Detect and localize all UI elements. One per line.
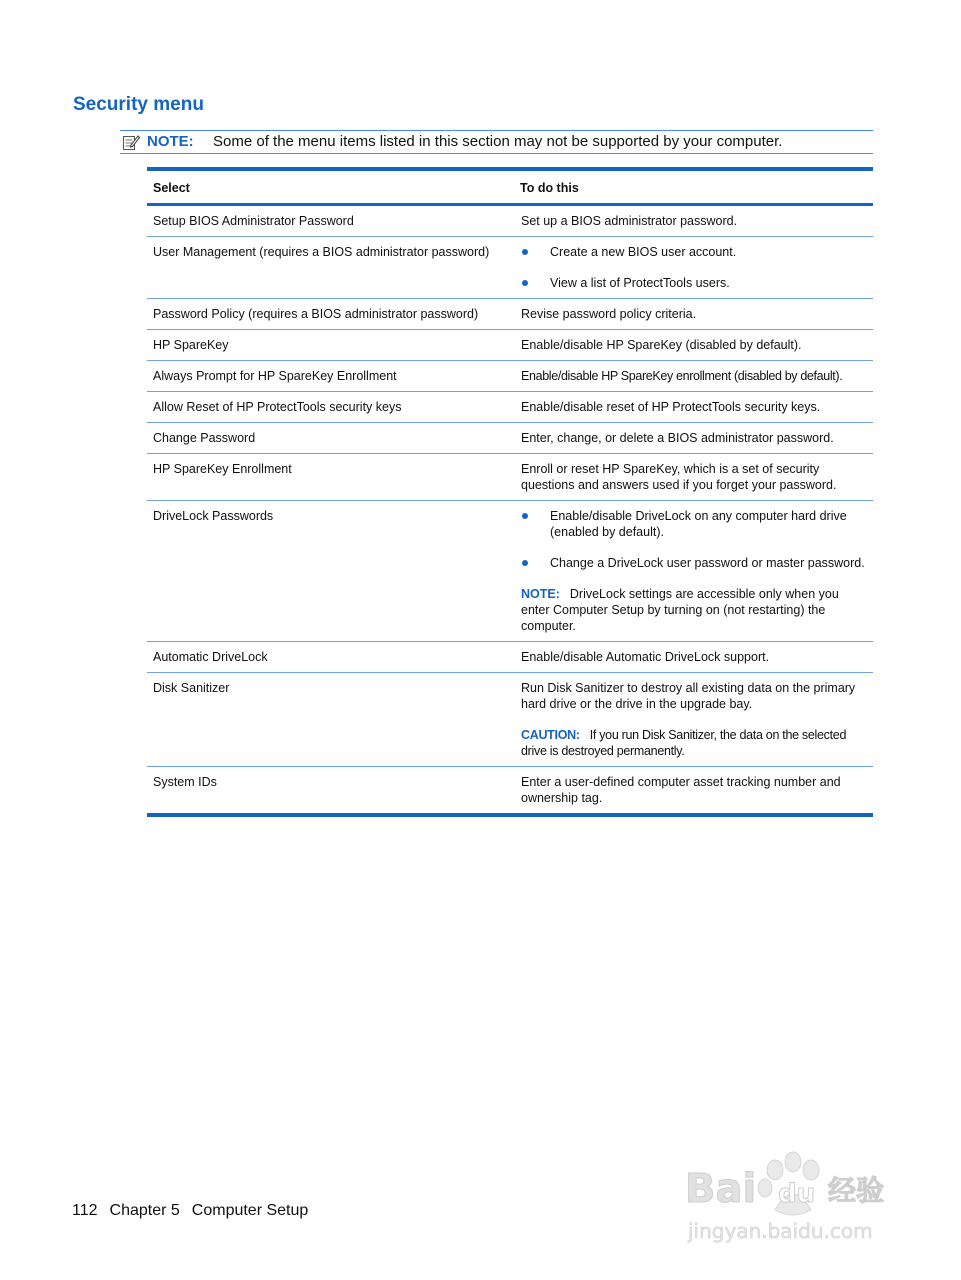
table-row: [147, 392, 873, 423]
table-row: [147, 673, 873, 767]
table-row: [147, 501, 873, 642]
chapter-title: Computer Setup: [191, 1202, 309, 1219]
bullet-icon: [522, 249, 528, 255]
select-cell: Disk Sanitizer: [153, 681, 230, 695]
security-menu-table: [147, 167, 873, 817]
select-cell: Allow Reset of HP ProtectTools security keys: [153, 400, 402, 414]
list-item: [521, 508, 867, 540]
note-text: DriveLock settings are accessible only when you enter Computer Setup by turning on (not restarting) the computer.: [521, 587, 839, 633]
todo-text: Enable/disable HP SpareKey enrollment (disabled by default).: [521, 369, 843, 383]
note-text: Some of the menu items listed in this section may not be supported by your computer.: [213, 133, 783, 150]
select-cell: Setup BIOS Administrator Password: [153, 214, 354, 228]
list-item-text: Enable/disable DriveLock on any computer hard drive (enabled by default).: [550, 509, 847, 539]
baidu-jingyan-watermark-logo: [680, 1140, 910, 1250]
select-cell: Automatic DriveLock: [153, 650, 268, 664]
bullet-icon: [522, 560, 528, 566]
table-row: [147, 330, 873, 361]
list-item: [521, 244, 867, 260]
todo-text: Revise password policy criteria.: [521, 307, 697, 321]
note-label: NOTE:: [147, 133, 194, 150]
todo-cell: [514, 767, 873, 816]
table-row: [147, 454, 873, 501]
caution-note: [521, 727, 867, 759]
list-item-text: Create a new BIOS user account.: [550, 245, 737, 259]
table-row: [147, 767, 873, 816]
todo-cell: [514, 392, 873, 423]
table-row: [147, 642, 873, 673]
svg-text:Bai: Bai: [685, 1166, 757, 1212]
column-header-to-do-this: To do this: [520, 181, 579, 195]
todo-text: Enable/disable reset of HP ProtectTools security keys.: [521, 400, 821, 414]
todo-text: Set up a BIOS administrator password.: [521, 214, 738, 228]
table-row: [147, 237, 873, 299]
list-item-text: Change a DriveLock user password or master password.: [550, 556, 865, 570]
bullet-icon: [522, 513, 528, 519]
chapter-label: Chapter 5: [109, 1202, 180, 1219]
bullet-list: [521, 508, 867, 571]
todo-text: Enable/disable HP SpareKey (disabled by default).: [521, 338, 802, 352]
todo-cell: [514, 330, 873, 361]
page-footer: [72, 1202, 320, 1220]
todo-cell: [514, 299, 873, 330]
todo-cell: [514, 423, 873, 454]
select-cell: Password Policy (requires a BIOS administrator password): [153, 307, 479, 321]
note-box: [120, 130, 873, 154]
table-row: [147, 205, 873, 237]
todo-text: Enter a user-defined computer asset tracking number and ownership tag.: [521, 775, 841, 805]
list-item: [521, 275, 867, 291]
page-number: 112: [72, 1202, 98, 1219]
table-row: [147, 299, 873, 330]
select-cell: Always Prompt for HP SpareKey Enrollment: [153, 369, 397, 383]
bullet-list: [521, 244, 867, 291]
svg-text:经验: 经验: [828, 1174, 885, 1207]
todo-cell: [514, 361, 873, 392]
svg-text:jingyan.baidu.com: jingyan.baidu.com: [688, 1219, 873, 1243]
todo-text: Enable/disable Automatic DriveLock support.: [521, 650, 770, 664]
todo-cell: [514, 673, 873, 767]
column-header-select: Select: [153, 181, 190, 195]
list-item: [521, 555, 867, 571]
todo-text: Enter, change, or delete a BIOS administrator password.: [521, 431, 834, 445]
todo-cell: [514, 205, 873, 237]
bullet-icon: [522, 280, 528, 286]
select-cell: HP SpareKey Enrollment: [153, 462, 292, 476]
select-cell: Change Password: [153, 431, 256, 445]
caution-label: CAUTION:: [521, 728, 580, 742]
select-cell: System IDs: [153, 775, 217, 789]
todo-text: Run Disk Sanitizer to destroy all existing data on the primary hard drive or the drive in the upgrade bay.: [521, 681, 856, 711]
drivelock-note: [521, 586, 867, 634]
todo-cell: [514, 237, 873, 299]
svg-text:du: du: [778, 1179, 816, 1209]
note-pencil-icon: [122, 133, 140, 151]
select-cell: HP SpareKey: [153, 338, 229, 352]
todo-cell: [514, 501, 873, 642]
list-item-text: View a list of ProtectTools users.: [550, 276, 730, 290]
table-row: [147, 423, 873, 454]
select-cell: DriveLock Passwords: [153, 509, 274, 523]
todo-text: Enroll or reset HP SpareKey, which is a set of security questions and answers used if you forget your password.: [521, 462, 837, 492]
table-header-row: [147, 169, 873, 205]
page-title: Security menu: [73, 94, 204, 115]
caution-text: If you run Disk Sanitizer, the data on the selected drive is destroyed permanently.: [521, 728, 847, 758]
todo-cell: [514, 454, 873, 501]
table-row: [147, 361, 873, 392]
todo-cell: [514, 642, 873, 673]
select-cell: User Management (requires a BIOS administrator password): [153, 245, 490, 259]
note-label: NOTE:: [521, 587, 560, 601]
